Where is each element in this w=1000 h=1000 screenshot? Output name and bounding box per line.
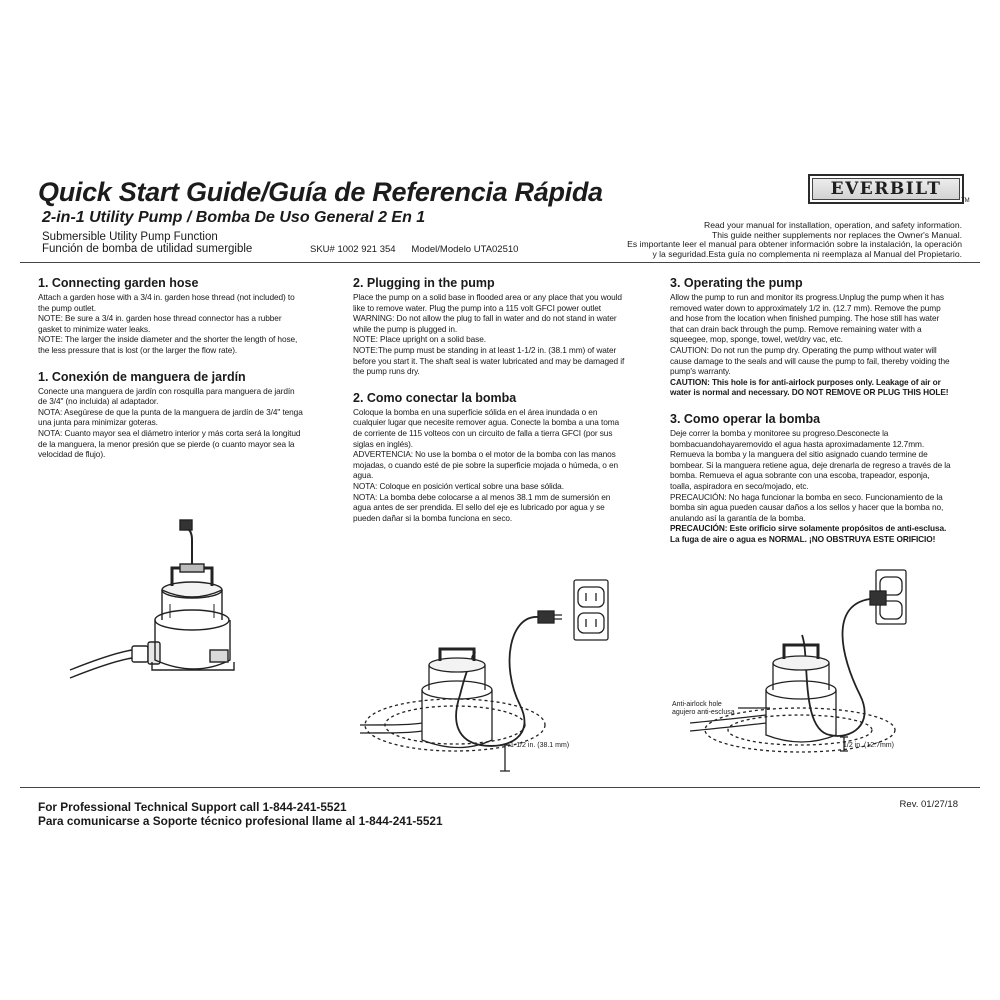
caution: CAUTION: This hole is for anti-airlock purposes only. Leakage of air or water is normal and necessary. DO NOT REMOVE OR PLUG THIS HOLE! — [670, 376, 949, 398]
water-level-label: 1/2 in. (12.7mm) — [843, 742, 894, 749]
caution: CAUTION: Do not run the pump dry. Operating the pump without water will cause damage to the seals and will cause the pump to fail, thereby voiding the pump's warranty. — [670, 344, 950, 377]
support-info — [38, 800, 443, 828]
section-connecting-hose — [38, 276, 303, 460]
caution: PRECAUCIÓN: Este orificio sirve solamente propósitos de anti-esclusa. La fuga de aire o agua es NORMAL. ¡NO OBSTRUYA ESTE ORIFICIO! — [670, 523, 947, 544]
guide-title: Quick Start Guide/Guía de Referencia Rápida — [38, 177, 603, 207]
pump-outlet-illustration — [360, 575, 620, 775]
sku-number: SKU# 1002 921 354 — [310, 244, 396, 255]
anti-airlock-es: agujero anti-esclusa — [672, 709, 735, 716]
everbilt-logo: EVERBILT — [808, 174, 964, 204]
paragraph: Place the pump on a solid base in flooded area or any place that you would like to remove water. Plug the pump into a 115 volt GFCI power outlet — [353, 292, 622, 313]
note: NOTA: Coloque en posición vertical sobre una base sólida. — [353, 480, 564, 491]
function-labels — [42, 231, 252, 255]
paragraph: Allow the pump to run and monitor its progress.Unplug the pump when it has removed water down to approximately 1/2 in. (12.7 mm). Remove the pump and hose from the location when finished pumping. The hose still has water that can drain back through the pump. Remove remaining water with a squeegee, mop, sponge, towel, wet/dry vac, etc. — [670, 292, 944, 345]
note: NOTA: La bomba debe colocarse a al menos 38.1 mm de sumersión en agua antes de ser prendida. El sello del eje es lubricado por agua y se pueden dañar si la bomba funciona en seco. — [353, 491, 611, 523]
trademark-mark: TM — [961, 198, 970, 204]
support-es: Para comunicarse a Soporte técnico profesional llame al 1-844-241-5521 — [38, 814, 443, 828]
guide-subtitle: 2-in-1 Utility Pump / Bomba De Uso General 2 En 1 — [42, 209, 426, 226]
section-heading: 3. Operating the pump — [670, 276, 803, 290]
manual-note-line: This guide neither supplements nor replaces the Owner's Manual. — [711, 229, 962, 240]
section-heading: 2. Como conectar la bomba — [353, 390, 517, 405]
support-en: For Professional Technical Support call 1-844-241-5521 — [38, 800, 347, 814]
pump-hose-illustration — [60, 520, 290, 690]
section-heading: 2. Plugging in the pump — [353, 276, 495, 290]
sku-model — [310, 244, 518, 255]
manual-note-line: Read your manual for installation, operation, and safety information. — [704, 220, 962, 230]
footer-divider — [20, 787, 980, 788]
section-plugging-in — [353, 276, 625, 523]
warning: WARNING: Do not allow the plug to fall in water and do not stand in water while the pump is plugged in. — [353, 313, 617, 334]
manual-note-line: Es importante leer el manual para obtener información sobre la instalación, la operación — [627, 239, 962, 250]
anti-airlock-en: Anti-airlock hole — [672, 701, 722, 708]
note: NOTE: Place upright on a solid base. — [353, 334, 486, 345]
revision-date: Rev. 01/27/18 — [899, 799, 958, 810]
note: NOTA: Cuanto mayor sea el diámetro interior y más corta será la longitud de la manguera, la menor presión que se pierde (o cuanto mayor sea la velocidad de flujo). — [38, 427, 301, 460]
paragraph: Attach a garden hose with a 3/4 in. garden hose thread (not included) to the pump outlet. — [38, 292, 295, 313]
note: NOTE:The pump must be standing in at least 1-1/2 in. (38.1 mm) of water before you start it. The shaft seal is water lubricated and may be damaged if the pump runs dry. — [353, 344, 625, 377]
note: NOTE: Be sure a 3/4 in. garden hose thread connector has a rubber gasket to minimize water leaks. — [38, 313, 282, 334]
anti-airlock-label — [672, 701, 735, 717]
manual-note — [627, 221, 962, 259]
warning: ADVERTENCIA: No use la bomba o el motor de la bomba con las manos mojadas, o cuando esté de pie sobre la superficie mojada o húmeda, o en agua. — [353, 449, 619, 481]
section-heading: 1. Conexión de manguera de jardín — [38, 369, 246, 384]
note: NOTE: The larger the inside diameter and the shorter the length of hose, the less pressure that is lost (or the larger the flow rate). — [38, 334, 298, 355]
paragraph: Deje correr la bomba y monitoree su progreso.Desconecte la bombacuandohayaremovido el agua hasta aproximadamente 12.7mm. Remueva la bomba y la manguera del sitio asignado cuando termine de bombear. Si la manguera retiene agua, deje drenarla de regreso a través de la bomba. Remueva el agua sobrante con una escoba, trapeador, esponja, toalla, aspiradora en seco/mojado, etc. — [670, 427, 951, 491]
section-operating — [670, 276, 952, 544]
section-heading: 3. Como operar la bomba — [670, 411, 821, 426]
note: NOTA: Asegúrese de que la punta de la manguera de jardín de 3/4" tenga una junta para minimizar goteras. — [38, 406, 303, 428]
pump-operating-illustration — [690, 565, 920, 765]
function-en: Submersible Utility Pump Function — [42, 231, 218, 243]
water-depth-label: 1-1/2 in. (38.1 mm) — [510, 742, 570, 749]
caution: PRECAUCIÓN: No haga funcionar la bomba en seco. Funcionamiento de la bomba sin agua pueden causar daños a los sellos y hacer que la bomba no, anulando así la garantía de la bomba. — [670, 491, 944, 523]
function-es: Función de bomba de utilidad sumergible — [42, 243, 253, 255]
header-divider — [20, 262, 980, 263]
paragraph: Conecte una manguera de jardín con rosquilla para manguera de jardín de 3/4" (no incluida) al adaptador. — [38, 385, 295, 407]
manual-note-line: y la seguridad.Esta guía no complementa ni reemplaza al Manual del Propietario. — [652, 248, 962, 259]
section-heading: 1. Connecting garden hose — [38, 276, 199, 290]
model-number: Model/Modelo UTA02510 — [411, 244, 519, 255]
paragraph: Coloque la bomba en una superficie sólida en el área inundada o en cualquier lugar que necesite remover agua. Conecte la bomba a una toma de corriente de 115 volteos con un circuito de falla a tierra GFCI (por sus siglas en inglés). — [353, 406, 620, 449]
